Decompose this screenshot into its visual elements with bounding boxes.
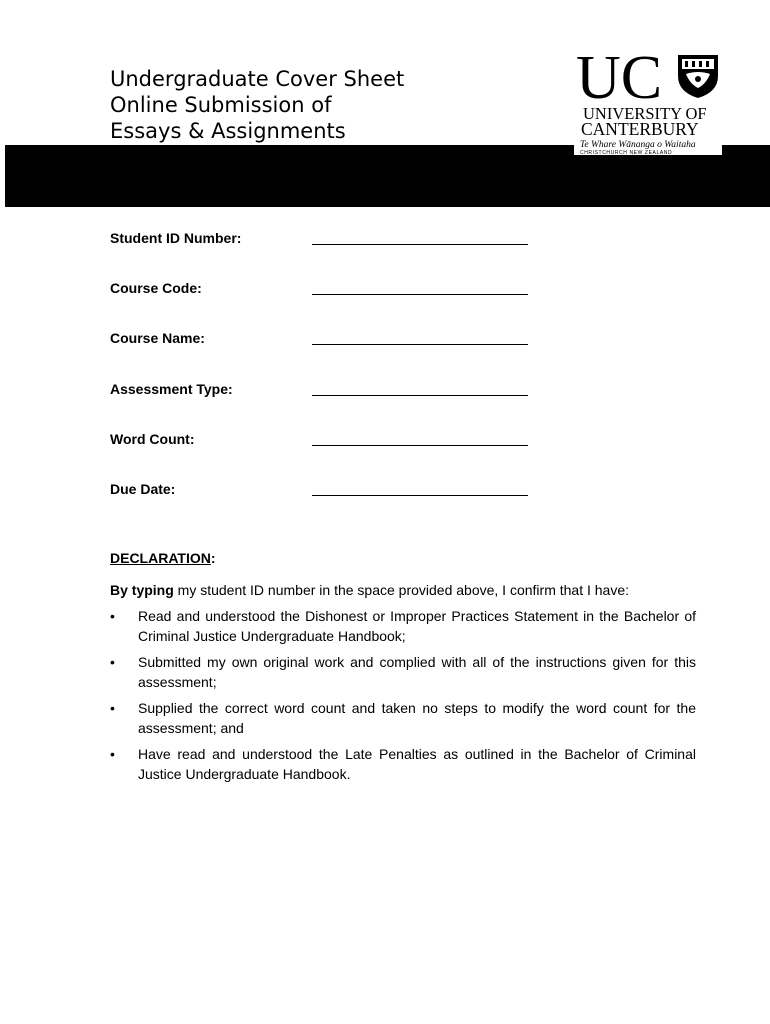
- field-label: Student ID Number:: [110, 230, 242, 246]
- field-label: Word Count:: [110, 430, 195, 447]
- declaration-intro-bold: By typing: [110, 582, 174, 598]
- word-count-input-line[interactable]: [312, 445, 528, 446]
- logo-monogram: UC: [576, 50, 663, 112]
- field-due-date: [110, 481, 590, 531]
- field-student-id: [110, 230, 590, 280]
- list-item: [110, 744, 696, 784]
- field-assessment-type: [110, 381, 590, 431]
- field-label: Course Code:: [110, 280, 202, 297]
- student-id-input-line[interactable]: [312, 244, 528, 245]
- title-line-1: Undergraduate Cover Sheet: [110, 67, 405, 91]
- due-date-input-line[interactable]: [312, 495, 528, 496]
- declaration-heading: DECLARATION:: [110, 550, 216, 566]
- field-label: Assessment Type:: [110, 380, 233, 397]
- title-line-3: Essays & Assignments: [110, 119, 346, 143]
- university-logo: [574, 50, 724, 158]
- list-item: [110, 652, 696, 692]
- bullet-icon: •: [110, 654, 115, 670]
- declaration-list: [110, 606, 696, 784]
- field-course-name: [110, 330, 590, 380]
- field-word-count: [110, 431, 590, 481]
- list-item: [110, 606, 696, 646]
- page-title: [110, 66, 404, 144]
- assessment-type-input-line[interactable]: [312, 395, 528, 396]
- bullet-icon: •: [110, 608, 115, 624]
- bullet-icon: •: [110, 700, 115, 716]
- declaration-section: [110, 548, 696, 790]
- uc-logo-graphic: [574, 50, 724, 158]
- field-label: Course Name:: [110, 330, 205, 347]
- list-item-text: Submitted my own original work and complied with all of the instructions given for this assessment;: [138, 654, 696, 690]
- field-label: Due Date:: [110, 480, 176, 497]
- cover-sheet-form: [110, 230, 590, 531]
- course-code-input-line[interactable]: [312, 294, 528, 295]
- declaration-intro: [110, 580, 696, 600]
- course-name-input-line[interactable]: [312, 344, 528, 345]
- list-item-text: Read and understood the Dishonest or Improper Practices Statement in the Bachelor of Criminal Justice Undergraduate Handbook;: [138, 608, 696, 644]
- list-item: [110, 698, 696, 738]
- bullet-icon: •: [110, 746, 115, 762]
- title-line-2: Online Submission of: [110, 93, 332, 117]
- declaration-intro-text: my student ID number in the space provided above, I confirm that I have:: [173, 582, 630, 598]
- list-item-text: Have read and understood the Late Penalties as outlined in the Bachelor of Criminal Justice Undergraduate Handbook.: [138, 746, 696, 782]
- logo-tagline: Te Whare Wānanga o Waitaha: [580, 140, 696, 150]
- field-course-code: [110, 280, 590, 330]
- logo-name-line2: CANTERBURY: [581, 119, 699, 139]
- logo-name-line1: UNIVERSITY OF: [583, 104, 707, 123]
- logo-location: CHRISTCHURCH NEW ZEALAND: [580, 150, 673, 156]
- list-item-text: Supplied the correct word count and taken no steps to modify the word count for the assessment; and: [138, 700, 696, 736]
